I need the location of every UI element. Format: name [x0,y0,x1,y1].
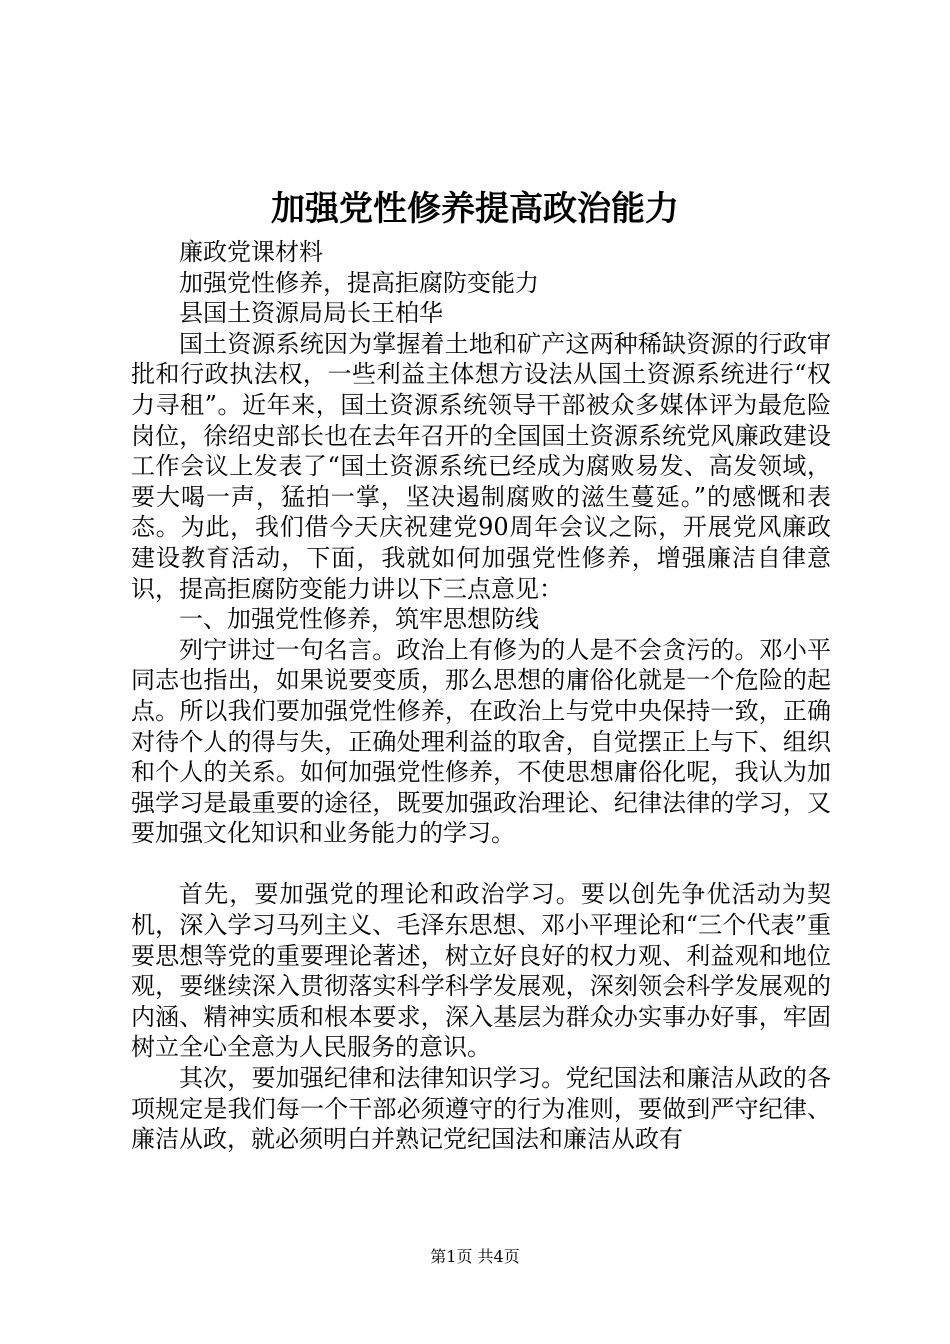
blank-line [131,849,831,880]
paragraph-author: 县国土资源局局长王柏华 [179,299,443,328]
paragraph-subtitle-1: 廉政党课材料 [179,238,323,266]
paragraph-subtitle-2: 加强党性修养，提高拒腐防变能力 [179,268,539,297]
paragraph-body: 列宁讲过一句名言。政治上有修为的人是不会贪污的。邓小平同志也指出，如果说要变质，那么思想的庸俗化就是一个危险的起点。所以我们要加强党性修养，在政治上与党中央保持一致，正确对待个人的得与失，正确处理利益的取舍，自觉摆正上与下、组织和个人的关系。如何加强党性修养，不使思想庸俗化呢，我认为加强学习是最重要的途径，既要加强政治理论、纪律法律的学习，又要加强文化知识和业务能力的学习。 [131,635,831,848]
page-footer: 第1页 共4页 [430,1247,520,1266]
paragraph-intro: 国土资源系统因为掌握着土地和矿产这两种稀缺资源的行政审批和行政执法权，一些利益主体想方设法从国土资源系统进行“权力寻租”。近年来，国土资源系统领导干部被众多媒体评为最危险岗位，徐绍史部长也在去年召开的全国国土资源系统党风廉政建设工作会议上发表了“国土资源系统已经成为腐败易发、高发领域，要大喝一声，猛拍一掌，坚决遏制腐败的滋生蔓延。”的感慨和表态。为此，我们借今天庆祝建党90周年会议之际，开展党风廉政建设教育活动，下面，我就如何加强党性修养，增强廉洁自律意识，提高拒腐防变能力讲以下三点意见： [131,329,831,603]
document-title: 加强党性修养提高政治能力 [271,189,679,229]
document-body [131,237,831,1155]
section-heading-1: 一、加强党性修养，筑牢思想防线 [179,605,539,634]
paragraph-body: 其次，要加强纪律和法律知识学习。党纪国法和廉洁从政的各项规定是我们每一个干部必须遵守的行为准则，要做到严守纪律、廉洁从政，就必须明白并熟记党纪国法和廉洁从政有 [131,1064,831,1154]
paragraph-body: 首先，要加强党的理论和政治学习。要以创先争优活动为契机，深入学习马列主义、毛泽东思想、邓小平理论和“三个代表”重要思想等党的重要理论著述，树立好良好的权力观、利益观和地位观，要继续深入贯彻落实科学科学发展观，深刻领会科学发展观的内涵、精神实质和根本要求，深入基层为群众办实事办好事，牢固树立全心全意为人民服务的意识。 [131,880,831,1062]
